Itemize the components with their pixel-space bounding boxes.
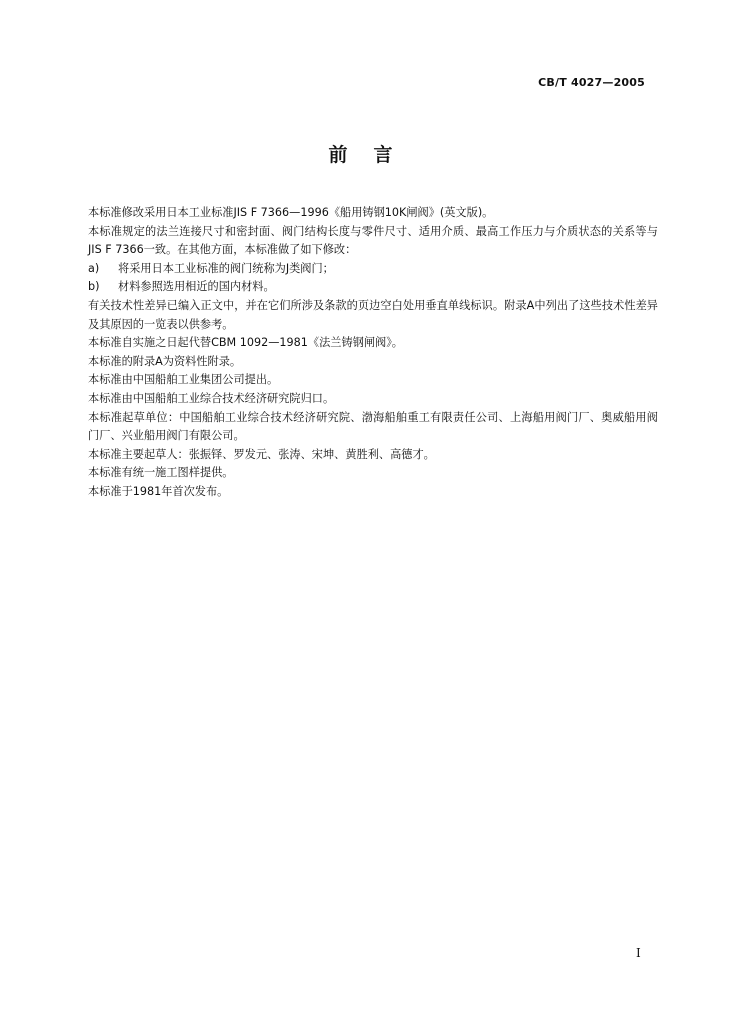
paragraph: 本标准修改采用日本工业标准JIS F 7366—1996《船用铸钢10K闸阀》(英文版)。 xyxy=(88,206,494,219)
paragraph: 本标准由中国船舶工业综合技术经济研究院归口。 xyxy=(88,391,335,405)
foreword-body xyxy=(88,204,658,502)
page-title: 前言 xyxy=(328,144,419,166)
paragraph: 本标准主要起草人：张振铎、罗发元、张涛、宋坤、黄胜利、高德才。 xyxy=(88,447,435,461)
paragraph: 本标准起草单位：中国船舶工业综合技术经济研究院、渤海船舶重工有限责任公司、上海船用阀门厂、奥威船用阀门厂、兴业船用阀门有限公司。 xyxy=(88,410,658,443)
list-item-text: 材料参照选用相近的国内材料。 xyxy=(118,280,275,294)
paragraph: 本标准有统一施工图样提供。 xyxy=(88,466,234,480)
list-item-text: 将采用日本工业标准的阀门统称为J类阀门； xyxy=(118,261,334,275)
paragraph: 有关技术性差异已编入正文中，并在它们所涉及条款的页边空白处用垂直单线标识。附录A中列出了这些技术性差异及其原因的一览表以供参考。 xyxy=(88,298,658,331)
page-number: I xyxy=(636,946,641,960)
paragraph: 本标准的附录A为资料性附录。 xyxy=(88,354,242,368)
paragraph: 本标准自实施之日起代替CBM 1092—1981《法兰铸钢闸阀》。 xyxy=(88,336,403,350)
paragraph: 本标准规定的法兰连接尺寸和密封面、阀门结构长度与零件尺寸、适用介质、最高工作压力与介质状态的关系等与JIS F 7366一致。在其他方面，本标准做了如下修改： xyxy=(88,224,658,257)
list-item xyxy=(88,260,658,279)
list-marker: b) xyxy=(88,280,100,294)
paragraph: 本标准于1981年首次发布。 xyxy=(88,484,229,498)
standard-code: CB/T 4027—2005 xyxy=(538,76,645,89)
paragraph: 本标准由中国船舶工业集团公司提出。 xyxy=(88,373,279,387)
list-item xyxy=(88,278,658,297)
list-marker: a) xyxy=(88,261,100,275)
